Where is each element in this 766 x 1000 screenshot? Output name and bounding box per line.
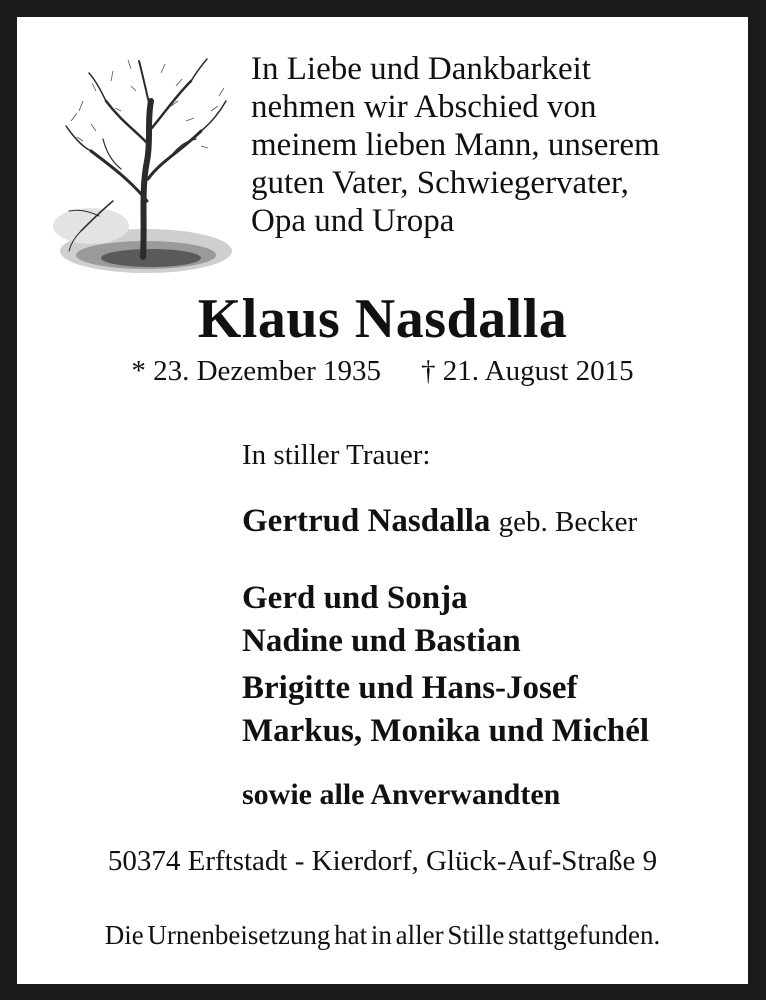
birth-date: * 23. Dezember 1935 <box>131 355 381 387</box>
family-line: Brigitte und Hans-Josef <box>242 670 578 706</box>
intro-line: In Liebe und Dankbarkeit <box>251 51 591 87</box>
intro-line: Opa und Uropa <box>251 203 455 239</box>
widow-maiden-name: geb. Becker <box>498 506 638 538</box>
life-dates <box>17 353 748 389</box>
family-group <box>242 667 649 753</box>
tree-illustration <box>51 51 233 281</box>
address: 50374 Erftstadt - Kierdorf, Glück-Auf-Straße 9 <box>107 845 658 877</box>
widow-name: Gertrud Nasdalla <box>242 503 491 539</box>
family-group <box>242 577 521 663</box>
notice-inner <box>17 17 748 984</box>
intro-text <box>251 50 711 240</box>
family-line: Nadine und Bastian <box>242 623 521 659</box>
relatives-line: sowie alle Anverwandten <box>242 778 561 811</box>
intro-line: guten Vater, Schwiegervater, <box>251 165 629 201</box>
family-line: Markus, Monika und Michél <box>242 713 650 749</box>
intro-line: nehmen wir Abschied von <box>251 89 597 125</box>
footer-note: Die Urnenbeisetzung hat in aller Stille stattgefunden. <box>104 920 661 950</box>
mourning-label: In stiller Trauer: <box>242 439 431 471</box>
family-line: Gerd und Sonja <box>242 580 468 616</box>
widow-line <box>242 500 637 544</box>
intro-line: meinem lieben Mann, unserem <box>251 127 660 163</box>
deceased-name: Klaus Nasdalla <box>197 288 568 350</box>
death-date: † 21. August 2015 <box>420 355 634 387</box>
